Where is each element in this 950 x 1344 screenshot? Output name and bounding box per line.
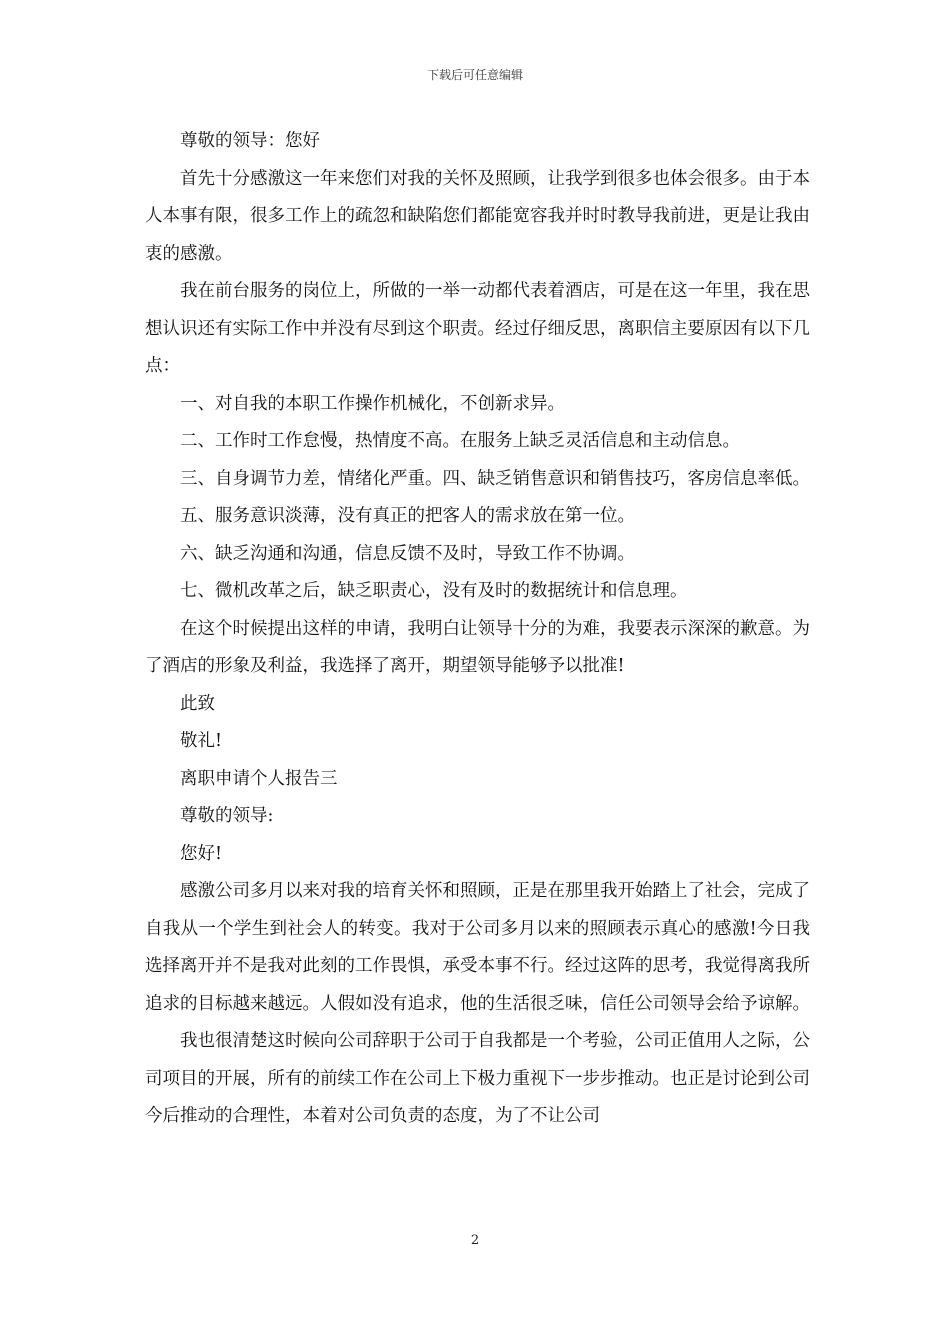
section-title: 离职申请个人报告三: [180, 768, 338, 789]
document-body: [145, 123, 810, 1136]
reason-item-2: 二、工作时工作怠慢，热情度不高。在服务上缺乏灵活信息和主动信息。: [180, 431, 740, 451]
reason-item-5: 五、服务意识淡薄，没有真正的把客人的需求放在第一位。: [180, 506, 635, 526]
reason-item-1: 一、对自我的本职工作操作机械化，不创新求异。: [180, 393, 565, 414]
paragraph-apology: 在这个时候提出这样的申请，我明白让领导十分的为难，我要表示深深的歉意。为了酒店的形象及利益，我选择了离开，期望领导能够予以批准!: [145, 618, 810, 676]
paragraph-reasons-intro: 我在前台服务的岗位上，所做的一举一动都代表着酒店，可是在这一年里，我在思想认识还有实际工作中并没有尽到这个职责。经过仔细反思，离职信主要原因有以下几点：: [145, 281, 810, 376]
closing-jingli: 敬礼!: [180, 731, 223, 751]
paragraph-gratitude: 首先十分感激这一年来您们对我的关怀及照顾，让我学到很多也体会很多。由于本人本事有限，很多工作上的疏忽和缺陷您们都能宽容我并时时教导我前进，更是让我由衷的感激。: [145, 168, 810, 264]
reason-item-3-4: 三、自身调节力差，情绪化严重。四、缺乏销售意识和销售技巧，客房信息率低。: [180, 468, 810, 489]
salutation: 尊敬的领导：您好: [180, 131, 320, 151]
page-header: 下载后可任意编辑: [426, 68, 523, 82]
paragraph-resignation-test: 我也很清楚这时候向公司辞职于公司于自我都是一个考验，公司正值用人之际，公司项目的开展，所有的前续工作在公司上下极力重视下一步步推动。也正是讨论到公司今后推动的合理性，本着对公司负责的态度，为了不让公司: [145, 1031, 810, 1126]
reason-item-7: 七、微机改革之后，缺乏职责心，没有及时的数据统计和信息理。: [180, 581, 688, 601]
page-number: 2: [470, 1233, 480, 1248]
reason-item-6: 六、缺乏沟通和沟通，信息反馈不及时，导致工作不协调。: [180, 543, 635, 564]
salutation-2: 尊敬的领导:: [180, 806, 274, 826]
greeting-2: 您好!: [180, 843, 223, 864]
closing-cizhi: 此致: [180, 693, 215, 714]
paragraph-thanks-company: 感激公司多月以来对我的培育关怀和照顾，正是在那里我开始踏上了社会，完成了自我从一个学生到社会人的转变。我对于公司多月以来的照顾表示真心的感激!今日我选择离开并不是我对此刻的工作畏惧，承受本事不行。经过这阵的思考，我觉得离我所追求的目标越来越远。人假如没有追求，他的生活很乏味，信任公司领导会给予谅解。: [145, 881, 810, 1014]
